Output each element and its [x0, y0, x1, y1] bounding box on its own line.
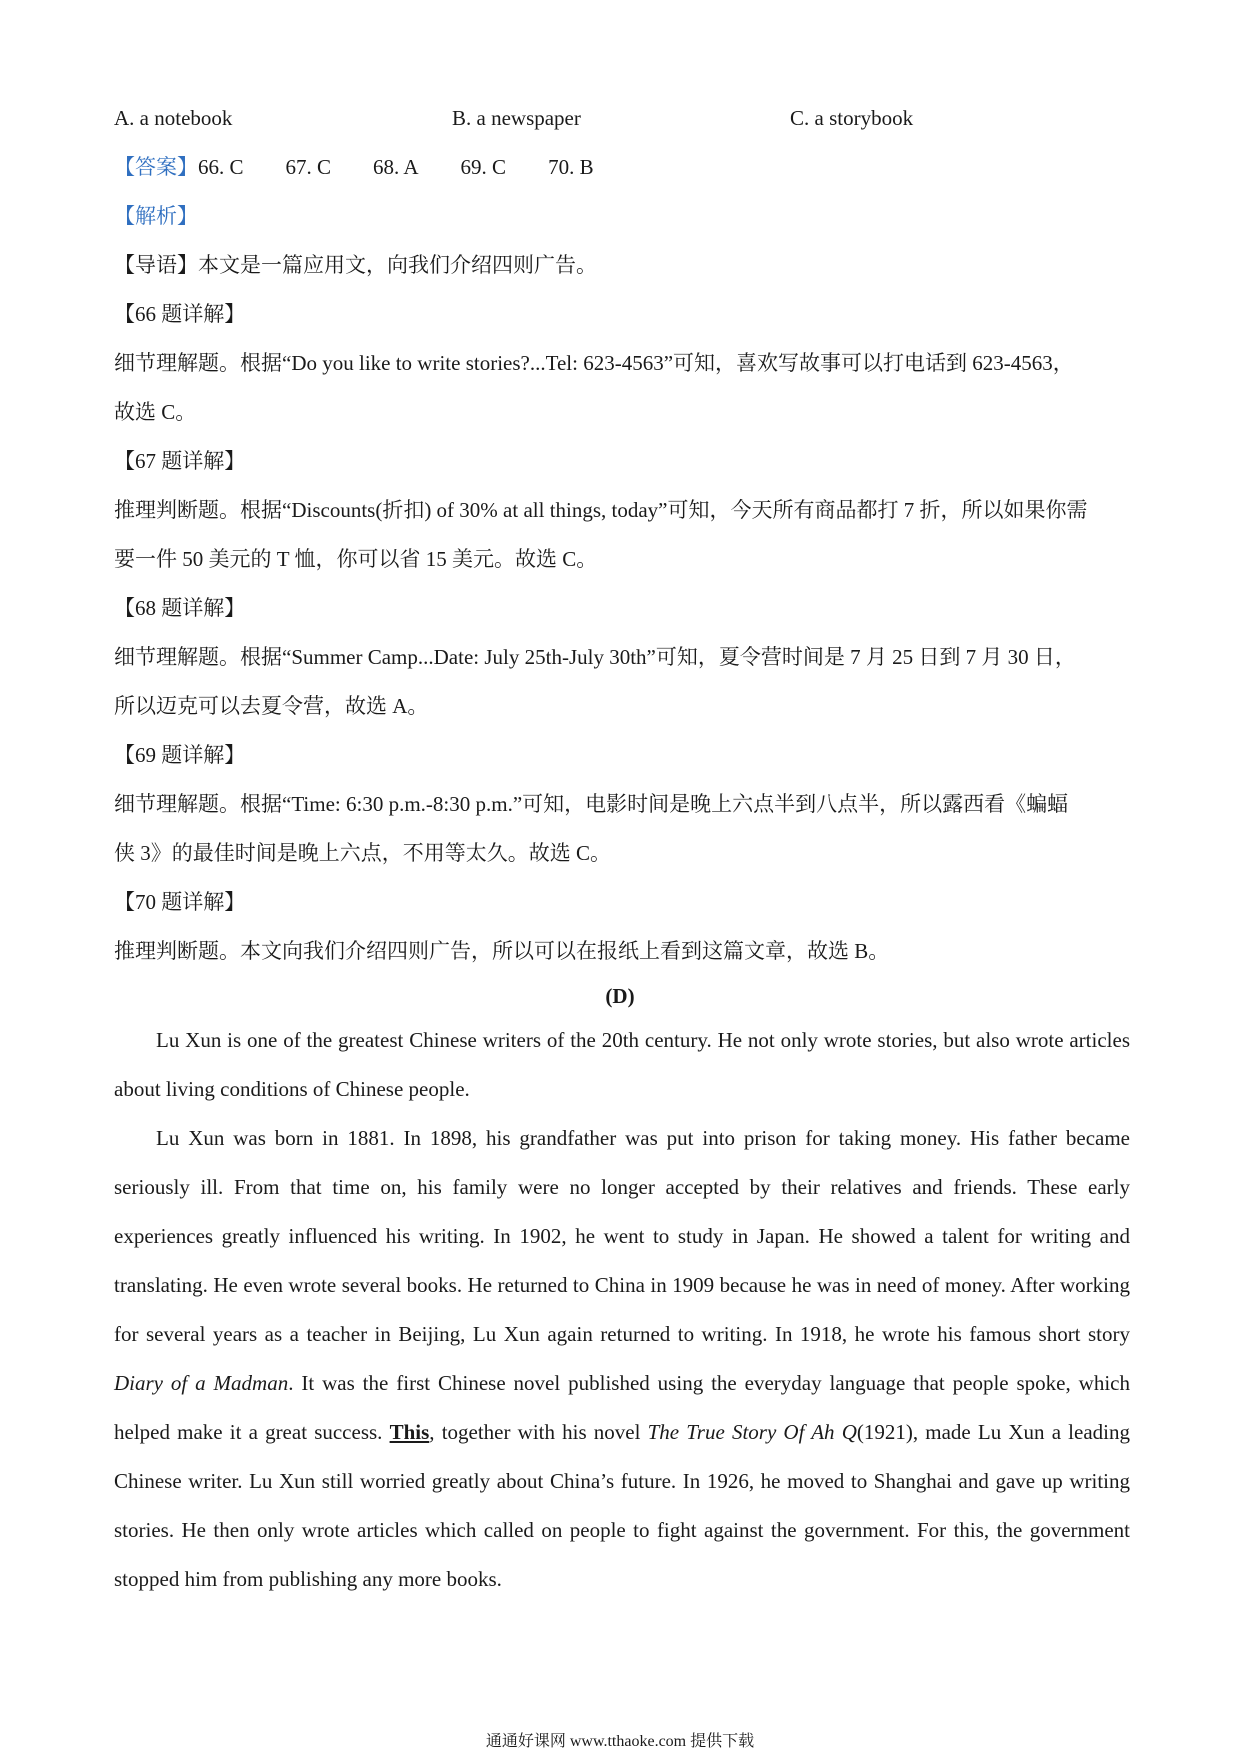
book-title: The True Story Of Ah Q: [647, 1420, 857, 1444]
q67-title: 【67 题详解】: [114, 449, 246, 473]
answer-item: 70. B: [548, 155, 594, 179]
q67-text: 推理判断题。根据“Discounts(折扣) of 30% at all things, today”可知，今天所有商品都打 7 折，所以如果你需: [114, 498, 1088, 522]
answer-line: [114, 153, 636, 181]
answer-item: 66. C: [198, 155, 244, 179]
q68-title: 【68 题详解】: [114, 596, 246, 620]
underlined-word: This: [389, 1420, 430, 1444]
q70-title: 【70 题详解】: [114, 890, 246, 914]
guide-text: 【导语】本文是一篇应用文，向我们介绍四则广告。: [114, 253, 597, 277]
passage: [114, 1016, 1130, 1604]
q70-text: 推理判断题。本文向我们介绍四则广告，所以可以在报纸上看到这篇文章，故选 B。: [114, 939, 890, 963]
answer-item: 67. C: [285, 155, 332, 179]
book-title: Diary of a Madman: [114, 1371, 289, 1395]
analysis-label: 【解析】: [114, 204, 198, 228]
answer-label: 【答案】: [114, 155, 198, 179]
answer-item: 69. C: [460, 155, 507, 179]
option-c: C. a storybook: [790, 106, 914, 130]
q66-text: 细节理解题。根据“Do you like to write stories?...Tel: 623-4563”可知，喜欢写故事可以打电话到 623-4563，: [114, 351, 1074, 375]
option-b: B. a newspaper: [452, 106, 581, 130]
q66-text: 故选 C。: [114, 400, 197, 424]
page-footer: 通通好课网 www.tthaoke.com 提供下载: [485, 1733, 755, 1750]
q68-text: 细节理解题。根据“Summer Camp...Date: July 25th-July 30th”可知，夏令营时间是 7 月 25 日到 7 月 30 日，: [114, 645, 1076, 669]
q69-title: 【69 题详解】: [114, 743, 246, 767]
passage-paragraph-1: Lu Xun is one of the greatest Chinese writers of the 20th century. He not only wrote stories, but also wrote articles about living conditions of Chinese people.: [114, 1028, 1130, 1101]
q68-text: 所以迈克可以去夏令营，故选 A。: [114, 694, 429, 718]
section-heading: (D): [605, 984, 635, 1008]
passage-paragraph-2: Lu Xun was born in 1881. In 1898, his grandfather was put into prison for taking money. His father became seriously ill. From that time on, his family were no longer accepted by their relatives and friends. These early experiences greatly influenced his writing. In 1902, he went to study in Japan. He showed a talent for writing and translating. He even wrote several books. He returned to China in 1909 because he was in need of money. After working for several years as a teacher in Beijing, Lu Xun again returned to writing. In 1918, he wrote his famous short story Diary of a Madman. It was the first Chinese novel published using the everyday language that people spoke, which helped make it a great success. This, together with his novel The True Story Of Ah Q(1921), made Lu Xun a leading Chinese writer. Lu Xun still worried greatly about China’s future. In 1926, he moved to Shanghai and gave up writing stories. He then only wrote articles which called on people to fight against the government. For this, the government stopped him from publishing any more books.: [114, 1126, 1130, 1591]
q69-text: 细节理解题。根据“Time: 6:30 p.m.-8:30 p.m.”可知，电影时间是晚上六点半到八点半，所以露西看《蝙蝠: [114, 792, 1069, 816]
q67-text: 要一件 50 美元的 T 恤，你可以省 15 美元。故选 C。: [114, 547, 598, 571]
option-a: A. a notebook: [114, 106, 233, 130]
q69-text: 侠 3》的最佳时间是晚上六点，不用等太久。故选 C。: [114, 841, 612, 865]
q66-title: 【66 题详解】: [114, 302, 246, 326]
answer-item: 68. A: [373, 155, 419, 179]
